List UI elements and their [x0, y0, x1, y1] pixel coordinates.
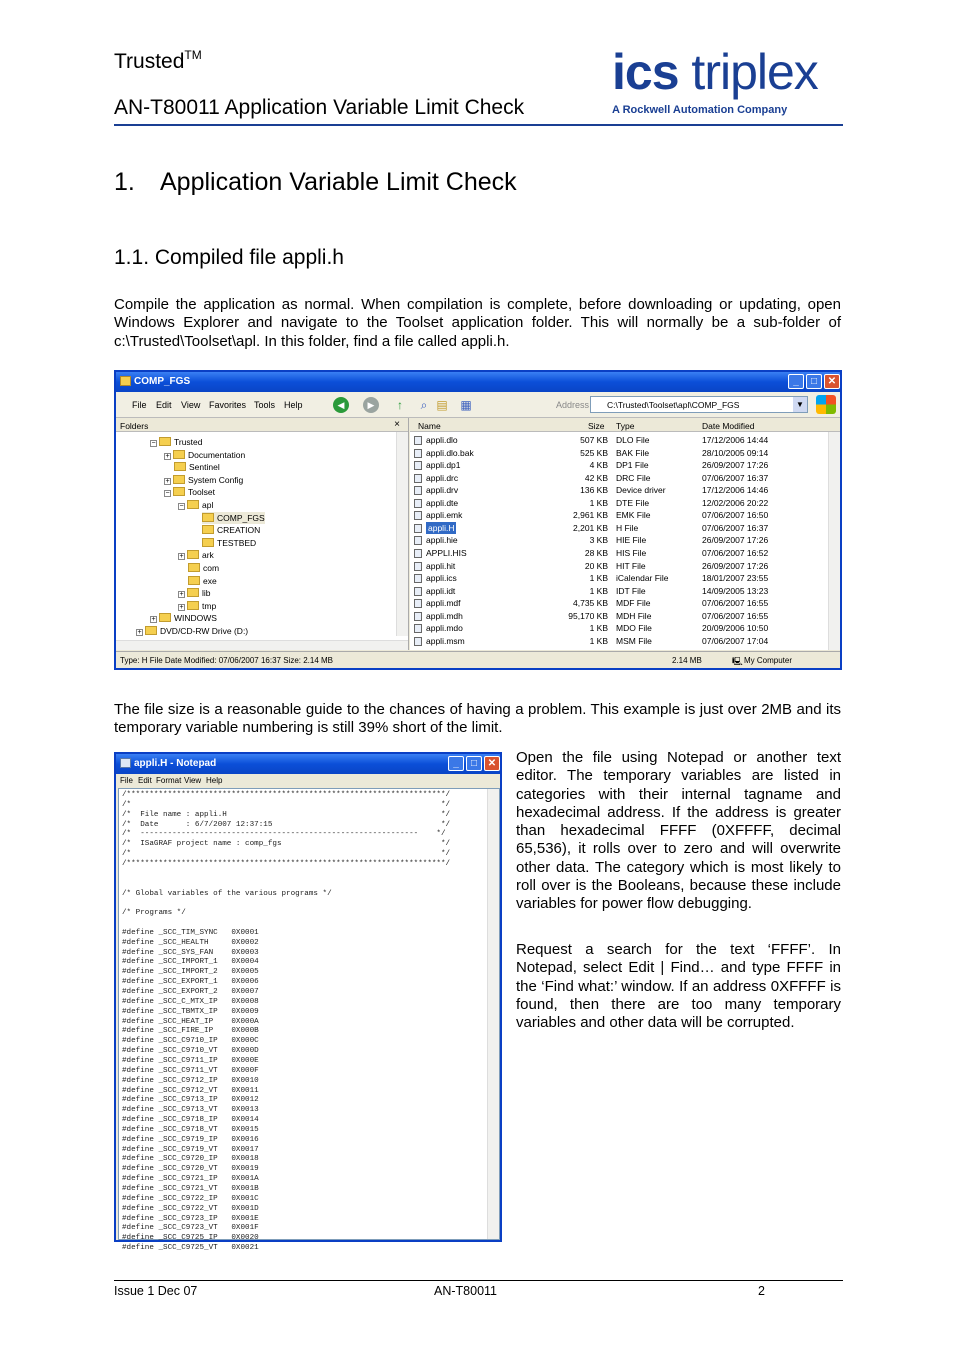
notepad-line: #define _SCC_EXPORT_2 0X0007 [122, 988, 259, 996]
col-size[interactable]: Size [588, 421, 605, 431]
file-row[interactable] [410, 585, 826, 598]
file-date: 18/01/2007 23:55 [702, 573, 769, 584]
notepad-line: /* Global variables of the various programs */ [122, 889, 332, 898]
notepad-line: #define _SCC_C9711_IP 0X000E [122, 1056, 259, 1065]
file-list-header [410, 418, 840, 432]
address-label: Address [556, 400, 590, 410]
tree-item-label: DVD/CD-RW Drive (D:) [160, 626, 249, 636]
file-name: appli.hie [426, 535, 458, 546]
menu-format[interactable]: Format [156, 776, 182, 785]
col-name[interactable]: Name [418, 421, 441, 431]
folders-icon[interactable]: ▤ [436, 398, 448, 412]
folders-hscrollbar[interactable] [116, 640, 408, 650]
tree-item-label: Sentinel [189, 462, 220, 473]
folders-pane: Folders × − Trusted + Documentation Sentinel + System Config − Toolset − apl COMP_FGS CREATION TESTBED + ark com exe + lib + tmp + WINDOWS + DVD/CD-RW Drive (D:) [116, 418, 409, 650]
tree-item[interactable] [188, 575, 217, 587]
file-size: 1 KB [589, 573, 608, 584]
menu-view[interactable]: View [184, 776, 202, 785]
tree-item[interactable] [202, 512, 265, 524]
close-button[interactable]: ✕ [824, 374, 840, 389]
notepad-line: #define _SCC_C9719_VT 0X0017 [122, 1145, 259, 1154]
notepad-line: #define _SCC_C9721_VT 0X001B [122, 1185, 259, 1193]
company-logo: ics triplex A Rockwell Automation Company [612, 44, 818, 116]
file-date: 07/06/2007 16:50 [702, 510, 769, 521]
notepad-line: #define _SCC_C9710_VT 0X000D [122, 1047, 259, 1056]
file-type: MDF File [616, 598, 651, 609]
status-location: My Computer [744, 656, 793, 665]
file-icon [414, 587, 422, 596]
tree-item-label: TESTBED [217, 537, 257, 548]
notepad-line: #define _SCC_C9712_VT 0X0011 [122, 1086, 259, 1095]
notepad-titlebar: appli.H - Notepad _ □ ✕ [116, 754, 500, 774]
col-type[interactable]: Type [616, 421, 635, 431]
file-row[interactable] [410, 560, 826, 573]
file-size-paragraph: The file size is a reasonable guide to the chances of having a problem. This example is just over 2MB and its temporary variable numbering is still 39% short of the limit. [114, 701, 841, 737]
file-date: 07/06/2007 16:55 [702, 598, 769, 609]
notepad-line: /* Programs */ [122, 909, 186, 918]
tree-item[interactable] [174, 461, 220, 473]
file-date: 26/09/2007 17:26 [702, 535, 769, 546]
close-pane-icon[interactable]: × [394, 419, 400, 430]
tree-item-label: CREATION [217, 525, 261, 536]
maximize-button[interactable]: □ [806, 374, 822, 389]
folder-icon [202, 525, 214, 534]
folder-icon [173, 487, 185, 496]
file-icon [414, 612, 422, 621]
file-size: 507 KB [580, 435, 608, 445]
tree-item-label: ark [202, 550, 214, 561]
notepad-line: #define _SCC_C9723_VT 0X001F [122, 1224, 259, 1233]
folder-icon [187, 550, 199, 559]
tree-item[interactable] [188, 562, 219, 574]
forward-icon[interactable]: ▶ [363, 397, 379, 413]
folder-icon [188, 576, 200, 585]
folder-icon [188, 563, 200, 572]
menu-file[interactable]: File [132, 400, 147, 410]
notepad-line: /**********************************************************************/ [122, 859, 451, 868]
tree-item-label: Trusted [174, 437, 203, 447]
file-icon [414, 536, 422, 545]
files-scrollbar[interactable] [828, 432, 840, 650]
file-type: iCalendar File [616, 573, 669, 584]
file-icon [414, 499, 422, 508]
file-date: 07/06/2007 17:04 [702, 635, 769, 646]
file-row[interactable] [410, 610, 826, 623]
status-size: 2.14 MB [672, 656, 702, 665]
menu-view[interactable]: View [181, 400, 201, 410]
file-row[interactable] [410, 534, 826, 547]
notepad-line: #define _SCC_EXPORT_1 0X0006 [122, 978, 259, 987]
section-heading: 1. Application Variable Limit Check [114, 168, 517, 196]
address-input[interactable]: C:\Trusted\Toolset\apl\COMP_FGS ▼ [590, 396, 808, 413]
file-name: appli.mdo [426, 623, 463, 634]
notepad-line: #define _SCC_C9722_IP 0X001C [122, 1194, 259, 1203]
folder-icon [174, 462, 186, 471]
file-type: MSM File [616, 635, 652, 646]
file-row[interactable] [410, 472, 826, 485]
file-name: appli.dp1 [426, 460, 461, 471]
file-type: MDO File [616, 623, 652, 634]
notepad-line: #define _SCC_C9710_IP 0X000C [122, 1037, 259, 1046]
notepad-line: #define _SCC_HEAT_IP 0X000A [122, 1017, 259, 1026]
tree-item[interactable] [150, 612, 217, 624]
notepad-line: #define _SCC_C9720_IP 0X0018 [122, 1155, 259, 1164]
close-button[interactable]: ✕ [484, 756, 500, 771]
file-name: appli.drc [426, 472, 459, 483]
notepad-line: #define _SCC_C9713_IP 0X0012 [122, 1096, 259, 1105]
tree-item-label: apl [202, 500, 214, 510]
folder-icon [173, 450, 185, 459]
intro-paragraph: Compile the application as normal. When compilation is complete, before downloading or updating, open Windows Explorer and navigate to the Toolset application folder. This will normally be a sub-folder of c:\Trusted\Toolset\apl. In this folder, find a file called appli.h. [114, 296, 841, 350]
folder-icon [187, 588, 199, 597]
tree-item-label: System Config [188, 474, 244, 485]
notepad-line: #define _SCC_IMPORT_1 0X0004 [122, 958, 259, 967]
notepad-icon [120, 758, 131, 768]
tree-item-label: COMP_FGS [217, 512, 265, 523]
file-type: DRC File [616, 472, 651, 483]
file-name: appli.emk [426, 510, 463, 521]
expand-icon[interactable]: + [179, 553, 184, 561]
file-icon [414, 549, 422, 558]
file-name: APPLI.HIS [426, 547, 467, 558]
chevron-down-icon[interactable]: ▼ [793, 397, 807, 412]
notepad-line: #define _SCC_HEALTH 0X0002 [122, 938, 259, 947]
notepad-text-area[interactable] [118, 788, 500, 1253]
menu-edit[interactable]: Edit [156, 400, 172, 410]
minimize-button[interactable]: _ [448, 756, 464, 771]
collapse-icon[interactable]: − [179, 503, 184, 510]
file-row[interactable] [410, 597, 826, 610]
file-size: 95,170 KB [568, 610, 608, 621]
file-icon [414, 524, 422, 533]
tree-item[interactable] [178, 499, 213, 511]
tree-item-label: Documentation [188, 449, 246, 460]
tree-item[interactable] [178, 587, 211, 599]
file-name: appli.dte [426, 497, 459, 508]
tree-item[interactable] [164, 474, 243, 486]
folder-icon [159, 437, 171, 446]
maximize-button[interactable]: □ [466, 756, 482, 771]
file-type: IDT File [616, 585, 646, 596]
file-row[interactable] [410, 622, 826, 635]
notepad-line: #define _SCC_C9722_VT 0X001D [122, 1204, 259, 1213]
file-date: 28/10/2005 09:14 [702, 447, 769, 458]
file-date: 20/09/2006 10:50 [702, 623, 769, 634]
notepad-line: #define _SCC_C9718_VT 0X0015 [122, 1125, 259, 1134]
file-icon [414, 461, 422, 470]
minimize-button[interactable]: _ [788, 374, 804, 389]
file-date: 07/06/2007 16:52 [702, 547, 769, 558]
back-icon[interactable]: ◀ [333, 397, 349, 413]
tree-item-label: Toolset [188, 487, 215, 498]
notepad-line: #define _SCC_C9713_VT 0X0013 [122, 1106, 259, 1115]
subsection-heading: 1.1. Compiled file appli.h [114, 246, 344, 269]
expand-icon[interactable]: + [165, 477, 170, 485]
notepad-line: #define _SCC_C9719_IP 0X0016 [122, 1135, 259, 1144]
file-name: appli.dlo.bak [426, 447, 474, 458]
file-size: 2,961 KB [573, 510, 608, 521]
file-icon [414, 599, 422, 608]
tree-item[interactable] [202, 537, 256, 549]
file-row[interactable] [410, 509, 826, 522]
tree-item[interactable] [150, 436, 203, 448]
notepad-line: #define _SCC_C9725_VT 0X0021 [122, 1244, 259, 1253]
tree-item[interactable] [202, 524, 260, 536]
file-row[interactable] [410, 459, 826, 472]
file-type: HIT File [616, 560, 646, 571]
file-date: 14/09/2005 13:23 [702, 585, 769, 596]
explorer-titlebar: COMP_FGS _ □ ✕ [116, 372, 840, 392]
file-size: 3 KB [589, 535, 608, 546]
notepad-line: #define _SCC_C9725_IP 0X0020 [122, 1234, 259, 1243]
views-icon[interactable]: ▦ [460, 398, 472, 412]
windows-logo-icon [816, 395, 836, 414]
doc-title: AN-T80011 Application Variable Limit Check [114, 96, 525, 119]
file-size: 4,735 KB [573, 598, 608, 609]
file-row[interactable] [410, 522, 826, 535]
status-bar [116, 651, 840, 668]
tree-item-label: tmp [202, 600, 217, 611]
file-date: 17/12/2006 14:46 [702, 485, 769, 496]
computer-icon: 🖳 [732, 657, 743, 666]
file-icon [414, 624, 422, 633]
notepad-line: /* */ [122, 850, 451, 859]
folder-icon [120, 376, 131, 386]
file-name: appli.dlo [426, 435, 458, 445]
open-file-paragraph: Open the file using Notepad or another text editor. The temporary variables are listed in categories with their internal tagname and hexadecimal address. If the address is greater than hexadecimal FFFF (0XFFFF, decimal 65,536), it rolls over to zero and will overwrite other data. The category which is most likely to roll over is the Booleans, because these include variables for power flow debugging. [516, 749, 841, 913]
explorer-menubar [116, 392, 840, 418]
file-size: 42 KB [584, 472, 608, 483]
file-type: BAK File [616, 447, 650, 458]
footer-rule [114, 1280, 843, 1281]
file-icon [414, 511, 422, 520]
notepad-line: #define _SCC_C9711_VT 0X000F [122, 1066, 259, 1075]
expand-icon[interactable]: + [179, 591, 184, 599]
col-date[interactable]: Date Modified [702, 421, 755, 431]
search-icon[interactable]: ⌕ [420, 398, 428, 412]
file-icon [414, 574, 422, 583]
menu-help[interactable]: Help [284, 400, 303, 410]
file-type: HIE File [616, 535, 647, 546]
notepad-line: /* Date : 6/7/2007 12:37:15 */ [122, 820, 451, 829]
file-icon [414, 486, 422, 495]
tree-item-label: lib [202, 588, 211, 599]
notepad-line: /* File name : appli.H */ [122, 810, 451, 819]
tree-item[interactable] [164, 486, 215, 498]
notepad-menubar [116, 774, 500, 788]
status-text: Type: H File Date Modified: 07/06/2007 16:37 Size: 2.14 MB [120, 656, 334, 665]
file-icon [414, 562, 422, 571]
file-icon [414, 637, 422, 646]
up-folder-icon[interactable]: ↑ [397, 398, 403, 412]
file-type: EMK File [616, 510, 651, 521]
expand-icon[interactable]: + [179, 603, 184, 611]
file-size: 1 KB [589, 623, 608, 634]
file-size: 136 KB [580, 485, 608, 496]
collapse-icon[interactable]: − [165, 490, 170, 498]
file-type: DP1 File [616, 460, 649, 471]
brand-title: Trusted™ [114, 48, 202, 73]
file-size: 1 KB [589, 497, 608, 508]
file-name: appli.msm [426, 635, 465, 646]
notepad-line: #define _SCC_TBMTX_IP 0X0009 [122, 1007, 259, 1016]
file-type: Device driver [616, 485, 666, 496]
file-list [410, 418, 840, 650]
explorer-window [114, 370, 842, 670]
file-date: 26/09/2007 17:26 [702, 560, 769, 571]
file-icon [414, 436, 422, 445]
notepad-line: /* ISaGRAF project name : comp_fgs */ [122, 840, 451, 849]
tree-item[interactable] [178, 549, 214, 561]
file-name: appli.mdf [426, 598, 461, 609]
notepad-line: #define _SCC_FIRE_IP 0X000B [122, 1027, 259, 1036]
notepad-line: #define _SCC_SYS_FAN 0X0003 [122, 948, 259, 957]
tree-item-label: com [203, 563, 220, 573]
file-date: 07/06/2007 16:37 [702, 522, 769, 533]
file-name: appli.ics [426, 573, 457, 584]
notepad-line: #define _SCC_C9712_IP 0X0010 [122, 1076, 259, 1085]
folder-icon [202, 513, 214, 522]
folder-icon [159, 613, 171, 622]
notepad-line: /* */ [122, 800, 451, 809]
menu-file[interactable]: File [120, 776, 133, 785]
folder-icon [202, 538, 214, 547]
menu-favorites[interactable]: Favorites [209, 400, 247, 410]
file-size: 20 KB [584, 560, 608, 571]
tree-item-label: WINDOWS [174, 613, 217, 624]
folder-icon [187, 500, 199, 509]
file-row[interactable] [410, 434, 826, 447]
file-row[interactable] [410, 547, 826, 560]
file-name: appli.mdh [426, 610, 463, 621]
folder-icon [145, 626, 157, 635]
notepad-line: #define _SCC_C9723_IP 0X001E [122, 1214, 259, 1223]
search-paragraph: Request a search for the text ‘FFFF’. In Notepad, select Edit | Find… and type FFFF in the ‘Find what:’ window. If an address 0XFFFF is found, then there are too many temporary variables and other data will be corrupted. [516, 941, 841, 1032]
notepad-line: #define _SCC_C9721_IP 0X001A [122, 1175, 259, 1184]
file-type: H File [616, 522, 639, 533]
file-date: 17/12/2006 14:44 [702, 435, 769, 445]
file-row[interactable] [410, 447, 826, 460]
notepad-line: #define _SCC_C9720_VT 0X0019 [122, 1165, 259, 1174]
notepad-window [114, 752, 502, 1253]
footer-doc-id: AN-T80011 [434, 1284, 497, 1298]
file-type: DLO File [616, 435, 650, 445]
file-icon [414, 474, 422, 483]
page-number: 2 [758, 1284, 765, 1298]
file-date: 07/06/2007 16:55 [702, 610, 769, 621]
file-row[interactable] [410, 484, 826, 497]
file-name: appli.idt [426, 585, 456, 596]
collapse-icon[interactable]: − [151, 440, 156, 447]
folder-icon [187, 601, 199, 610]
file-name: appli.H [428, 522, 455, 533]
notepad-line: #define _SCC_TIM_SYNC 0X0001 [122, 928, 259, 937]
file-type: MDH File [616, 610, 652, 621]
file-date: 12/02/2006 20:22 [702, 497, 769, 508]
file-name: appli.drv [426, 485, 459, 496]
file-size: 525 KB [580, 447, 608, 458]
file-size: 4 KB [589, 460, 608, 471]
file-date: 07/06/2007 16:37 [702, 472, 769, 483]
footer-issue: Issue 1 Dec 07 [114, 1284, 198, 1298]
expand-icon[interactable]: + [137, 629, 142, 636]
notepad-line: /* ------------------------------------------------------------- */ [122, 830, 446, 839]
tree-item[interactable] [178, 600, 216, 612]
file-icon [414, 449, 422, 458]
file-row[interactable] [410, 572, 826, 585]
notepad-line: #define _SCC_C9718_IP 0X0014 [122, 1116, 259, 1125]
file-type: HIS File [616, 547, 647, 558]
expand-icon[interactable]: + [165, 452, 170, 460]
expand-icon[interactable]: + [151, 616, 156, 624]
tree-item[interactable] [136, 625, 248, 637]
folders-scrollbar[interactable] [396, 432, 408, 636]
file-name: appli.hit [426, 560, 456, 571]
menu-help[interactable]: Help [206, 776, 223, 785]
file-size: 1 KB [589, 585, 608, 596]
menu-edit[interactable]: Edit [138, 776, 152, 785]
file-row[interactable] [410, 497, 826, 510]
notepad-line: /**********************************************************************/ [122, 791, 451, 799]
file-date: 26/09/2007 17:26 [702, 460, 769, 471]
folder-icon [173, 475, 185, 484]
file-size: 28 KB [584, 547, 608, 558]
file-type: DTE File [616, 497, 650, 508]
tree-item[interactable] [164, 449, 245, 461]
file-size: 2,201 KB [573, 522, 608, 533]
notepad-scrollbar[interactable] [487, 789, 499, 1239]
file-row[interactable] [410, 635, 826, 648]
menu-tools[interactable]: Tools [254, 400, 276, 410]
header-rule [114, 124, 843, 126]
notepad-line: #define _SCC_C_MTX_IP 0X0008 [122, 997, 259, 1006]
notepad-line: #define _SCC_IMPORT_2 0X0005 [122, 968, 259, 977]
tree-item-label: exe [203, 575, 217, 586]
file-size: 1 KB [589, 635, 608, 646]
